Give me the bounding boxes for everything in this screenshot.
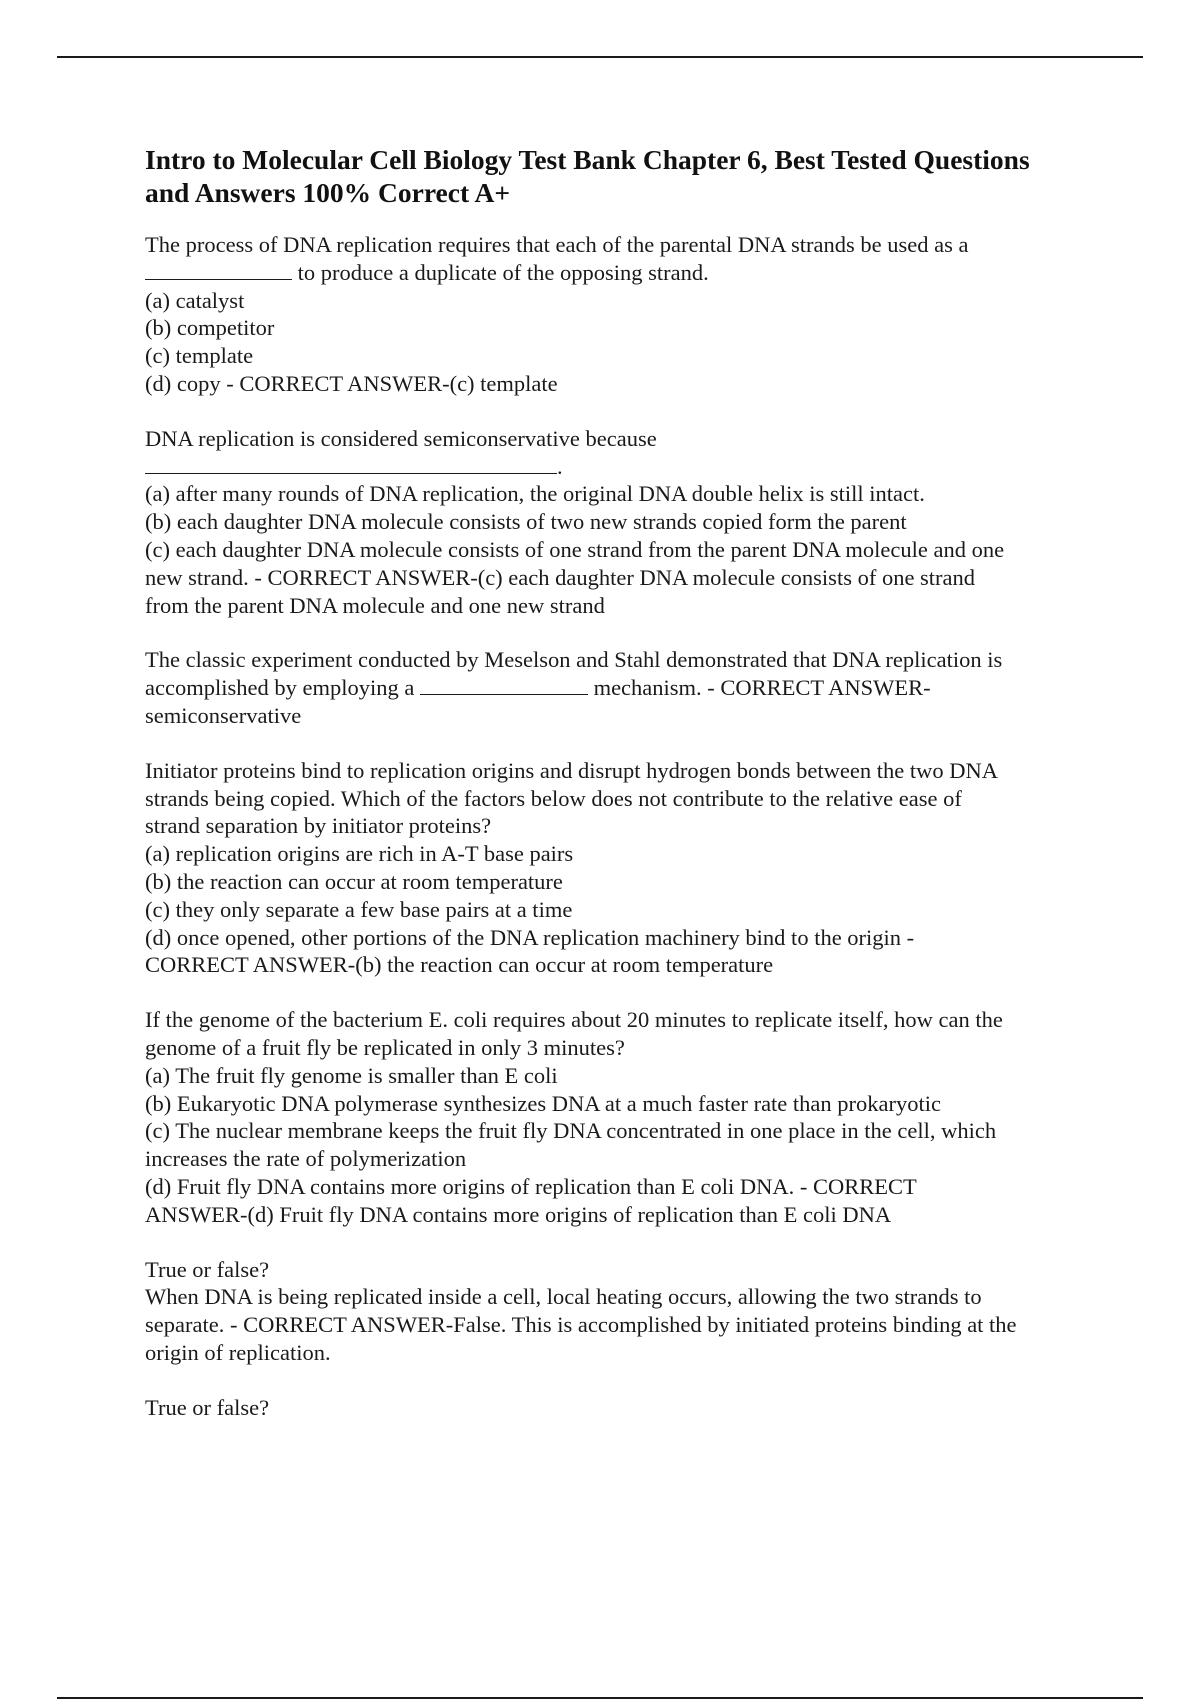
answer-line: semiconservative — [145, 702, 302, 728]
title-line: Intro to Molecular Cell Biology Test Bank Chapter 6, Best Tested Questions — [145, 144, 1030, 175]
option-line: (c) each daughter DNA molecule consists of one strand from the parent DNA molecule and one — [145, 536, 1005, 562]
option-line: (c) they only separate a few base pairs at a time — [145, 896, 573, 922]
top-rule — [57, 56, 1143, 58]
answer-blank — [420, 674, 588, 695]
bottom-rule — [57, 1697, 1143, 1699]
question-line: When DNA is being replicated inside a cell, local heating occurs, allowing the two strands to — [145, 1284, 982, 1310]
option-line: (c) The nuclear membrane keeps the fruit fly DNA concentrated in one place in the cell, which — [145, 1118, 997, 1144]
option-line: (b) Eukaryotic DNA polymerase synthesizes DNA at a much faster rate than prokaryotic — [145, 1090, 941, 1116]
option-line: (c) template — [145, 343, 254, 369]
answer-line: CORRECT ANSWER-(b) the reaction can occur at room temperature — [145, 952, 774, 978]
page-content — [145, 143, 1090, 1448]
question-line: True or false? — [145, 1256, 270, 1282]
question-line: genome of a fruit fly be replicated in only 3 minutes? — [145, 1034, 625, 1060]
answer-blank — [145, 259, 292, 280]
document-title — [145, 143, 1090, 209]
question-block — [145, 646, 1090, 729]
question-line: accomplished by employing a mechanism. - CORRECT ANSWER- — [145, 675, 931, 701]
option-line: (d) once opened, other portions of the DNA replication machinery bind to the origin - — [145, 924, 915, 950]
question-block — [145, 425, 1090, 620]
answer-line: separate. - CORRECT ANSWER-False. This is accomplished by initiated proteins binding at the — [145, 1312, 1017, 1338]
title-line: and Answers 100% Correct A+ — [145, 177, 511, 208]
option-line: increases the rate of polymerization — [145, 1146, 467, 1172]
question-block — [145, 1006, 1090, 1228]
question-line: to produce a duplicate of the opposing strand. — [145, 259, 1090, 287]
answer-line: from the parent DNA molecule and one new strand — [145, 592, 605, 618]
question-line: If the genome of the bacterium E. coli requires about 20 minutes to replicate itself, how can the — [145, 1007, 1003, 1033]
question-line: strands being copied. Which of the factors below does not contribute to the relative ease of — [145, 785, 962, 811]
answer-line: new strand. - CORRECT ANSWER-(c) each daughter DNA molecule consists of one strand — [145, 564, 976, 590]
question-line: The process of DNA replication requires that each of the parental DNA strands be used as a — [145, 232, 969, 257]
question-block — [145, 757, 1090, 979]
question-line: strand separation by initiator proteins? — [145, 813, 492, 839]
question-line: The classic experiment conducted by Meselson and Stahl demonstrated that DNA replication is — [145, 647, 1003, 673]
answer-blank — [145, 453, 557, 474]
question-line: True or false? — [145, 1394, 270, 1420]
option-line: (b) the reaction can occur at room temperature — [145, 868, 563, 894]
question-line: DNA replication is considered semiconservative because — [145, 425, 657, 451]
option-line: (b) competitor — [145, 315, 275, 341]
question-block — [145, 231, 1090, 398]
answer-line: origin of replication. — [145, 1339, 331, 1365]
answer-line: (d) copy - CORRECT ANSWER-(c) template — [145, 370, 558, 396]
option-line: (a) replication origins are rich in A-T base pairs — [145, 841, 574, 867]
answer-line: ANSWER-(d) Fruit fly DNA contains more origins of replication than E coli DNA — [145, 1201, 892, 1227]
question-block — [145, 1256, 1090, 1367]
option-line: (d) Fruit fly DNA contains more origins of replication than E coli DNA. - CORRECT — [145, 1173, 917, 1199]
question-block — [145, 1394, 1090, 1422]
question-line: Initiator proteins bind to replication origins and disrupt hydrogen bonds between the two DNA — [145, 757, 998, 783]
option-line: (a) The fruit fly genome is smaller than E coli — [145, 1062, 558, 1088]
option-line: (b) each daughter DNA molecule consists of two new strands copied form the parent — [145, 509, 907, 535]
question-line: . — [145, 453, 1090, 481]
option-line: (a) catalyst — [145, 287, 245, 313]
option-line: (a) after many rounds of DNA replication, the original DNA double helix is still intact. — [145, 481, 925, 507]
